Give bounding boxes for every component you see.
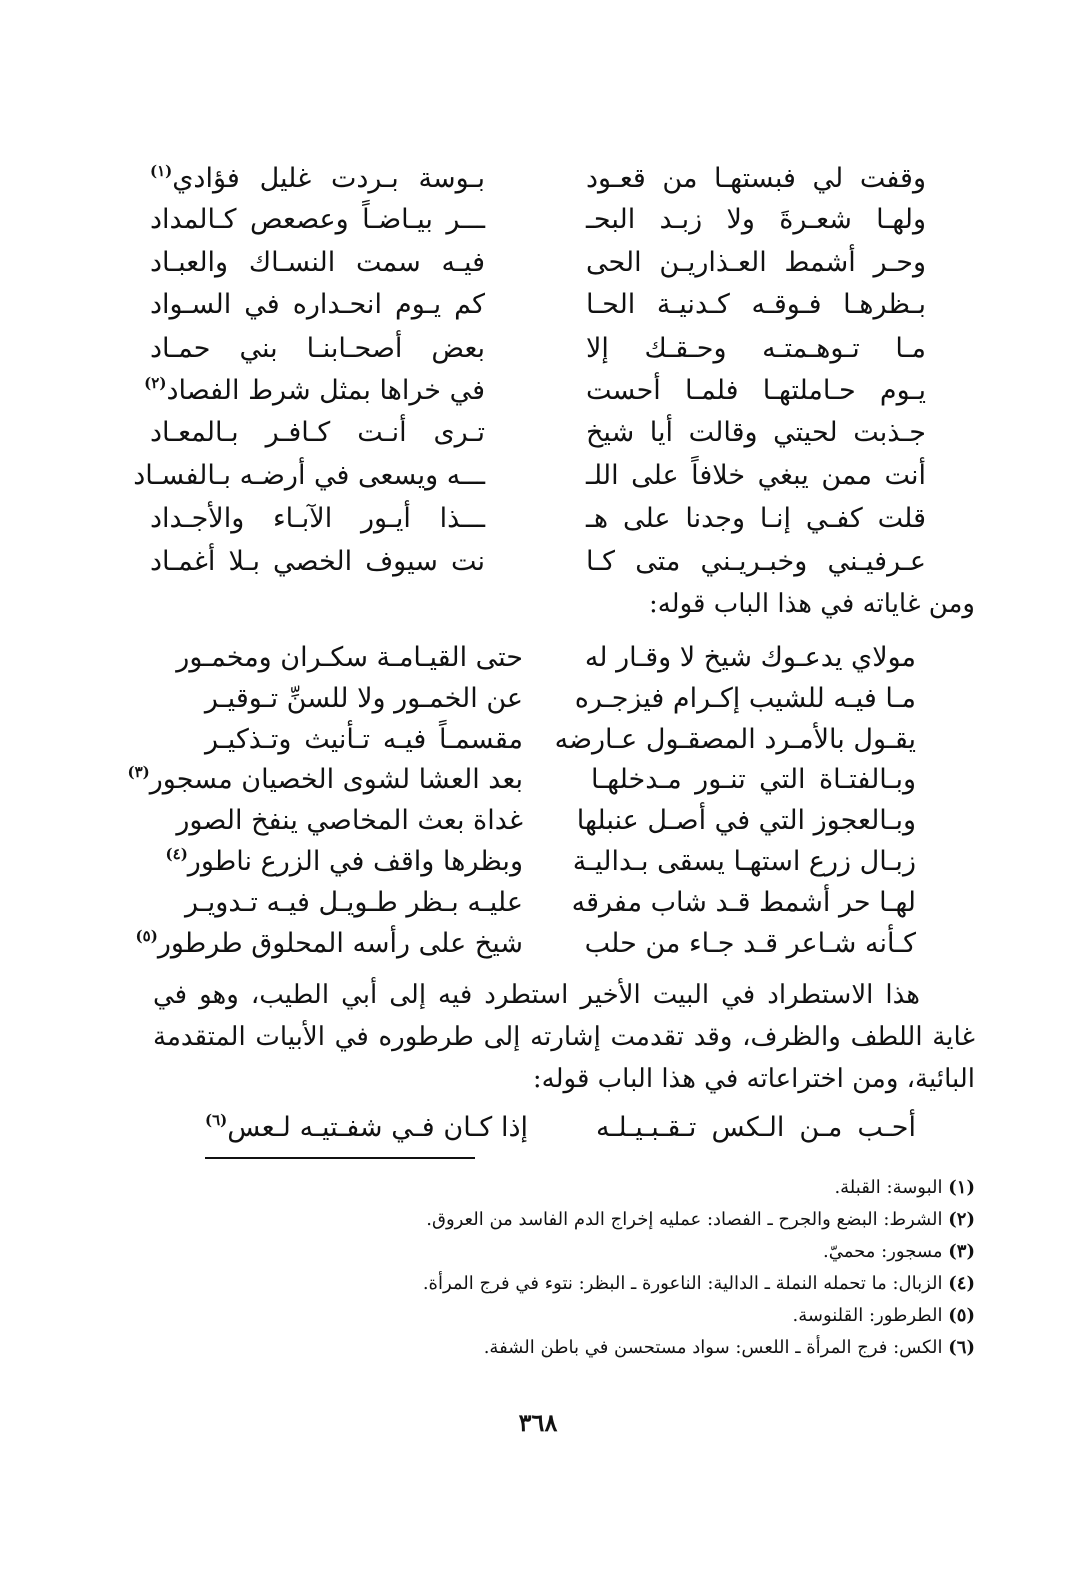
page-number: ٣٦٨ bbox=[518, 1408, 558, 1437]
footnote-marker: (٥) bbox=[135, 927, 158, 945]
verse-line bbox=[0, 283, 1076, 327]
footnote-number: (٢) bbox=[948, 1209, 975, 1230]
intro-paragraph bbox=[105, 583, 975, 625]
footnote-text: الزبال: ما تحمله النملة ـ الدالية: الناعورة ـ البظر: نتوء في فرج المرأة. bbox=[422, 1273, 943, 1294]
footnote-marker: (٣) bbox=[127, 763, 150, 781]
verse-first-hemistich: أنت ممن يبغي خلافاً على اللـ bbox=[586, 460, 926, 491]
verse-first-hemistich: ولهـا شعـرةَ ولا زبـد البحـ bbox=[586, 204, 926, 235]
hemistich-text: وبظرها واقف في الزرع ناطور bbox=[187, 846, 523, 877]
verse-line bbox=[0, 241, 1076, 285]
verse-first-hemistich: بـظرهـا فـوقـه كـدنيـة الحـا bbox=[586, 289, 926, 320]
verse-first-hemistich: يـوم حـاملتهـا فلمـا أحست bbox=[586, 375, 926, 406]
footnote bbox=[75, 1172, 975, 1204]
verse-line bbox=[0, 1106, 1076, 1150]
verse-second-hemistich: عن الخمـور ولا للسنِّ تـوقيـر bbox=[204, 683, 523, 714]
verse-line bbox=[0, 411, 1076, 455]
verse-first-hemistich: مـا تـوهـمتـه وحـقـك إلا bbox=[586, 333, 926, 364]
verse-line bbox=[0, 369, 1076, 413]
verse-first-hemistich: جـذبت لحيتي وقالت أيا شيخ bbox=[586, 417, 926, 448]
verse-second-hemistich: عليـه بـظر طـويـل فيـه تـدويـر bbox=[184, 887, 523, 918]
hemistich-text: شيخ على رأسه المحلوق طرطور bbox=[157, 928, 523, 959]
verse-first-hemistich: يقـول بالأمـرد المصقـول عـارضه bbox=[554, 724, 916, 755]
footnote-marker: (٦) bbox=[205, 1111, 228, 1129]
verse-second-hemistich: كم يـوم انحـداره في السـواد bbox=[150, 289, 485, 320]
verse-second-hemistich bbox=[144, 369, 485, 413]
verse-first-hemistich: وبـالفتـاة التي تنـور مـدخلهـا bbox=[591, 764, 916, 795]
verse-first-hemistich: كـأنه شـاعر قـد جـاء من حلب bbox=[584, 928, 916, 959]
verse-line bbox=[0, 497, 1076, 541]
verse-first-hemistich: مـا فيـه للشيب إكـرام فيزجـره bbox=[574, 683, 916, 714]
verse-line bbox=[0, 799, 1076, 843]
commentary-text: هذا الاستطراد في البيت الأخير استطرد فيه إلى أبي الطيب، وهو في غاية اللطف والظرف، وقد تقدمت إشارته إلى طرطوره في الأبيات المتقدمة البائية، ومن اختراعاته في هذا الباب قوله: bbox=[153, 980, 975, 1094]
footnote-number: (٤) bbox=[948, 1273, 975, 1294]
verse-second-hemistich bbox=[127, 758, 523, 802]
footnote bbox=[75, 1236, 975, 1268]
verse-line bbox=[0, 454, 1076, 498]
verse-line bbox=[0, 677, 1076, 721]
hemistich-text: بـوسة بـردت غليل فؤادي bbox=[172, 163, 485, 194]
verse-first-hemistich: وقفت لي فبستهـا من قعـود bbox=[586, 163, 926, 194]
verse-first-hemistich: زبـال زرع استهـا يسقى بـداليـة bbox=[572, 846, 916, 877]
footnote bbox=[75, 1300, 975, 1332]
footnote-number: (٦) bbox=[948, 1337, 975, 1358]
verse-second-hemistich bbox=[150, 157, 485, 201]
footnote-separator bbox=[205, 1157, 475, 1159]
intro-text: ومن غاياته في هذا الباب قوله: bbox=[648, 589, 975, 619]
footnote-text: مسجور: محميّ. bbox=[823, 1241, 943, 1262]
verse-line bbox=[0, 922, 1076, 966]
hemistich-text: في خراها بمثل شرط الفصاد bbox=[166, 375, 485, 406]
footnote-text: الطرطور: القلنوسة. bbox=[792, 1305, 943, 1326]
verse-line bbox=[0, 198, 1076, 242]
footnote bbox=[75, 1332, 975, 1364]
footnote bbox=[75, 1268, 975, 1300]
commentary-paragraph bbox=[153, 974, 975, 1100]
verse-first-hemistich: قلت كفـي إنـا وجدنا على هـ bbox=[586, 503, 926, 534]
verse-second-hemistich: فيـه سمت النسـاك والعبـاد bbox=[150, 247, 485, 278]
verse-second-hemistich: ـــذا أيـور الآبـاء والأجـداد bbox=[150, 503, 485, 534]
verse-line bbox=[0, 540, 1076, 584]
verse-line bbox=[0, 758, 1076, 802]
verse-first-hemistich: أحـب مـن الـكس تـقـبـيـلـه bbox=[596, 1112, 916, 1143]
verse-second-hemistich bbox=[205, 1106, 528, 1150]
hemistich-text: بعد العشا لشوى الخصيان مسجور bbox=[149, 764, 523, 795]
verse-second-hemistich: ـــر بيـاضـاً وعصعص كـالمداد bbox=[150, 204, 485, 235]
verse-line bbox=[0, 718, 1076, 762]
footnote bbox=[75, 1204, 975, 1236]
verse-second-hemistich bbox=[165, 840, 523, 884]
verse-line bbox=[0, 636, 1076, 680]
footnote-number: (١) bbox=[948, 1177, 975, 1198]
footnote-marker: (٢) bbox=[144, 374, 167, 392]
verse-second-hemistich: نت سيوف الخصي بـلا أغمـاد bbox=[150, 546, 485, 577]
verse-first-hemistich: وبـالعجوز التي في أصـل عنبلها bbox=[576, 805, 916, 836]
verse-second-hemistich: مقسمـاً فيـه تـأنيث وتـذكيـر bbox=[205, 724, 523, 755]
verse-second-hemistich: بعض أصحـابنـا بني حمـاد bbox=[150, 333, 485, 364]
verse-second-hemistich: ـــه ويسعى في أرضـه بـالفسـاد bbox=[133, 460, 485, 491]
verse-line bbox=[0, 840, 1076, 884]
verse-second-hemistich: حتى القيـامـة سكـران ومخمـور bbox=[176, 642, 523, 673]
verse-first-hemistich: وحـر أشمط العـذاريـن الحى bbox=[586, 247, 926, 278]
footnote-number: (٣) bbox=[948, 1241, 975, 1262]
verse-second-hemistich bbox=[135, 922, 523, 966]
verse-second-hemistich: غداة بعث المخاصي ينفخ الصور bbox=[176, 805, 523, 836]
footnote-number: (٥) bbox=[948, 1305, 975, 1326]
hemistich-text: إذا كـان فـي شفـتيـه لـعس bbox=[227, 1112, 528, 1143]
footnotes bbox=[75, 1172, 975, 1364]
footnote-text: الشرط: البضع والجرح ـ الفصاد: عمليه إخراج الدم الفاسد من العروق. bbox=[426, 1209, 943, 1230]
footnote-marker: (١) bbox=[150, 162, 173, 180]
verse-second-hemistich: تـرى أنـت كـافـر بـالمعـاد bbox=[150, 417, 485, 448]
verse-line bbox=[0, 881, 1076, 925]
verse-line bbox=[0, 327, 1076, 371]
verse-first-hemistich: عـرفيـني وخبـريـني متى كـا bbox=[586, 546, 926, 577]
footnote-text: الكس: فرج المرأة ـ اللعس: سواد مستحسن في باطن الشفة. bbox=[483, 1337, 943, 1358]
verse-line bbox=[0, 157, 1076, 201]
footnote-text: البوسة: القبلة. bbox=[834, 1177, 943, 1198]
footnote-marker: (٤) bbox=[165, 845, 188, 863]
verse-first-hemistich: لهـا حر أشمط قـد شاب مفرقه bbox=[571, 887, 916, 918]
verse-first-hemistich: مولاي يدعـوك شيخ لا وقـار له bbox=[584, 642, 916, 673]
